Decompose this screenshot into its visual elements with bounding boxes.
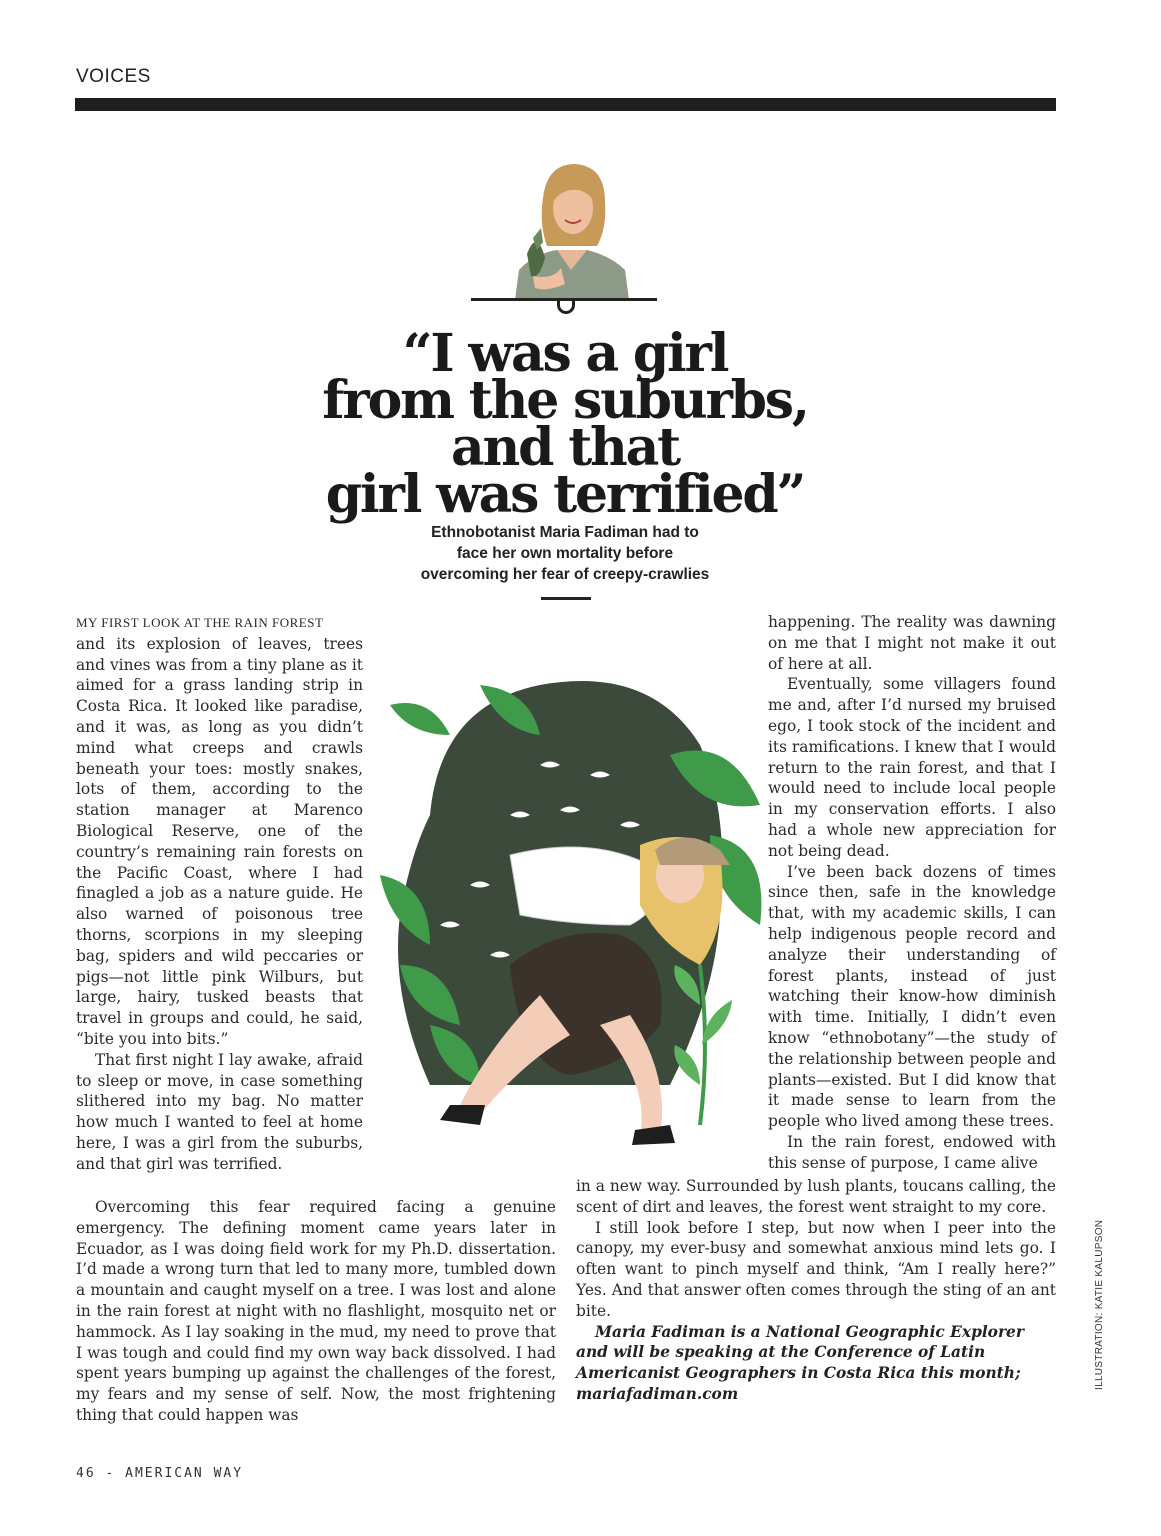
headline-line: from the suburbs, (322, 370, 808, 431)
deck-rule (541, 597, 591, 600)
section-label: VOICES (76, 66, 151, 87)
headline (230, 323, 900, 525)
author-bio: Maria Fadiman is a National Geographic Explorer and will be speaking at the Conference of Latin Americanist Geographers in Costa Rica this month; mariafadiman.com (576, 1322, 1024, 1403)
header-rule (75, 98, 1056, 111)
paragraph: I still look before I step, but now when I peer into the canopy, my ever-busy and somewhat anxious mind lets go. I often want to pinch myself and think, “Am I really here?” Yes. And that answer often comes through the sting of an ant bite. (576, 1218, 1056, 1320)
paragraph: I’ve been back dozens of times since then, safe in the knowledge that, with my academic skills, I can help indigenous people record and analyze their understanding of forest plants, instead of just watching their know-how diminish with time. Initially, I didn’t even know “ethnobotany”—the study of the relationship between people and plants—existed. But I did know that it made sense to learn from the people who lived among these trees. (768, 862, 1056, 1131)
headline-line: girl was terrified” (325, 464, 805, 525)
paragraph: In the rain forest, endowed with this sense of purpose, I came alive (768, 1132, 1056, 1172)
article-column-bottom-right (576, 1176, 1056, 1405)
credit-text: ILLUSTRATION: KATIE KALUPSON (1094, 1219, 1105, 1390)
portrait-hook (557, 301, 575, 314)
headline-line: and that (451, 417, 679, 478)
paragraph: in a new way. Surrounded by lush plants, toucans calling, the scent of dirt and leaves, the forest went straight to my core. (576, 1177, 1056, 1216)
paragraph: Overcoming this fear required facing a genuine emergency. The defining moment came years later in Ecuador, as I was doing field work for my Ph.D. dissertation. I’d made a wrong turn that led to many more, tumbled down a mountain and caught myself on a tree. I was lost and alone in the rain forest at night with no flashlight, mosquito net or hammock. As I lay soaking in the mud, my need to prove that I was tough and could find my own way back dissolved. I had spent years bumping up against the challenges of the forest, my fears and my sense of self. Now, the most frightening thing that could happen was (76, 1198, 556, 1424)
paragraph (76, 612, 363, 1050)
headline-line: “I was a girl (402, 323, 728, 384)
rainforest-illustration (370, 665, 770, 1150)
paragraph: happening. The reality was dawning on me that I might not make it out of here at all. (768, 613, 1056, 673)
deck-line: overcoming her fear of creepy-crawlies (420, 566, 710, 583)
article-column-right (768, 612, 1056, 1174)
deck-line: Ethnobotanist Maria Fadiman had to (431, 524, 699, 541)
lead-in: MY FIRST LOOK AT THE RAIN FOREST (76, 615, 324, 630)
article-column-bottom-left (76, 1197, 556, 1426)
author-portrait (513, 158, 631, 300)
deck-line: face her own mortality before (456, 545, 674, 562)
article-column-left (76, 612, 363, 1175)
deck (380, 522, 750, 585)
paragraph: That first night I lay awake, afraid to sleep or move, in case something slithered into my bag. No matter how much I wanted to feel at home here, I was a girl from the suburbs, and that girl was terrified. (76, 1050, 363, 1173)
paragraph-text: and its explosion of leaves, trees and vines was from a tiny plane as it aimed for a grass landing strip in Costa Rica. It looked like paradise, and it was, as long as you didn’t mind what creeps and crawls beneath your toes: mostly snakes, lots of them, according to the station manager at Marenco Biological Reserve, one of the country’s remaining rain forests on the Pacific Coast, where I had finagled a job as a nature guide. He also warned of poisonous tree thorns, scorpions in my sleeping bag, spiders and wild peccaries or pigs—not little pink Wilburs, but large, hairy, tusked beasts that travel in groups and could, he said, “bite you into bits.” (76, 634, 363, 1048)
page-folio: 46 - AMERICAN WAY (76, 1466, 244, 1481)
paragraph: Eventually, some villagers found me and, after I’d nursed my bruised ego, I took stock of the incident and its ramifications. I knew that I would return to the rain forest, and that I would need to include local people in my conservation efforts. I also had a whole new appreciation for not being dead. (768, 675, 1056, 860)
